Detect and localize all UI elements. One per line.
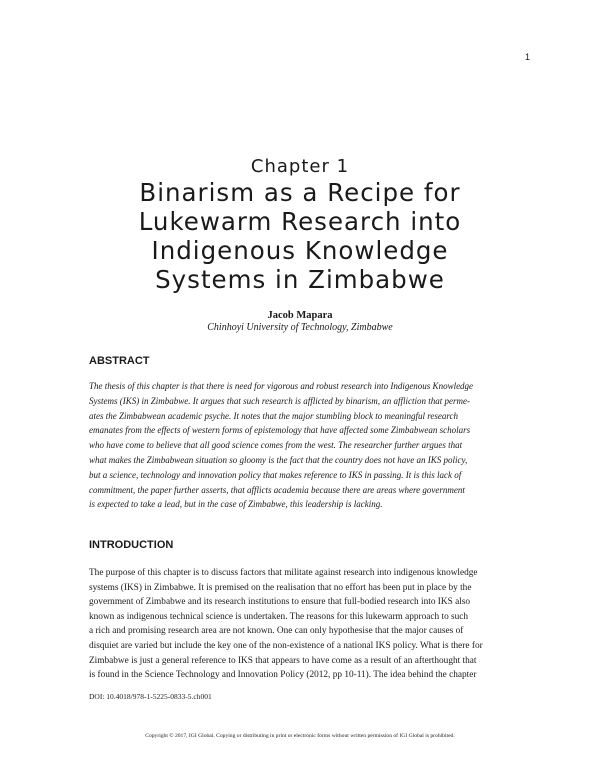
introduction-body [89,566,529,683]
copyright-notice: Copyright © 2017, IGI Global. Copying or distributing in print or electronic forms without written permission of IGI Global is prohibited. [145,733,455,739]
page-number: 1 [524,52,530,62]
abstract-line: what makes the Zimbabwean situation so gloomy is the fact that the country does not have an IKS policy, [89,454,468,465]
abstract-line: ates the Zimbabwean academic psyche. It notes that the major stumbling block to meaningful research [89,410,459,421]
author-affiliation: Chinhoyi University of Technology, Zimbabwe [207,322,393,333]
introduction-line: Zimbabwe is just a general reference to IKS that appears to have come as a result of an afterthought that [89,655,477,666]
introduction-line: government of Zimbabwe and its research institutions to ensure that full-bodied research into IKS also [89,597,471,608]
abstract-line: is expected to take a lead, but in the case of Zimbabwe, this leadership is lacking. [89,499,383,510]
abstract-heading: ABSTRACT [89,355,150,367]
introduction-line: is found in the Science Technology and Innovation Policy (2012, pp 10-11). The idea behind the chapter [89,670,477,681]
doi-text: DOI: 10.4018/978-1-5225-0833-5.ch001 [89,692,212,701]
author-name: Jacob Mapara [267,310,333,321]
abstract-line: The thesis of this chapter is that there is need for vigorous and robust research into Indigenous Knowledge [89,381,474,391]
introduction-line: disquiet are varied but include the key one of the non-existence of a national IKS policy. What is there for [89,640,483,651]
abstract-line: but a science, technology and innovation policy that makes reference to IKS in passing. It is this lack of [89,469,462,480]
abstract-line: Systems (IKS) in Zimbabwe. It argues that such research is afflicted by binarism, an affliction that perme- [89,395,470,406]
chapter-label: Chapter 1 [250,156,350,177]
chapter-title-line: Indigenous Knowledge [151,236,449,265]
abstract-line: commitment, the paper further asserts, that afflicts academia because there are areas where government [89,484,465,495]
chapter-title [90,178,510,294]
abstract-line: emanates from the effects of western forms of epistemology that have affected some Zimbabwean scholars [89,425,471,436]
abstract-line: who have come to believe that all good science comes from the west. The researcher further argues that [89,440,463,451]
introduction-line: The purpose of this chapter is to discuss factors that militate against research into indigenous knowledge [89,568,478,578]
chapter-title-line: Lukewarm Research into [138,207,462,236]
introduction-line: systems (IKS) in Zimbabwe. It is premised on the realisation that no effort has been put in place by the [89,582,472,593]
chapter-title-line: Binarism as a Recipe for [139,178,461,207]
introduction-line: known as indigenous technical science is undertaken. The reasons for this lukewarm approach to such [89,611,469,622]
abstract-body [89,379,529,512]
introduction-line: a rich and promising research area are not known. One can only hypothesise that the major causes of [89,626,464,637]
introduction-heading: INTRODUCTION [89,539,174,551]
chapter-title-line: Systems in Zimbabwe [155,265,445,294]
